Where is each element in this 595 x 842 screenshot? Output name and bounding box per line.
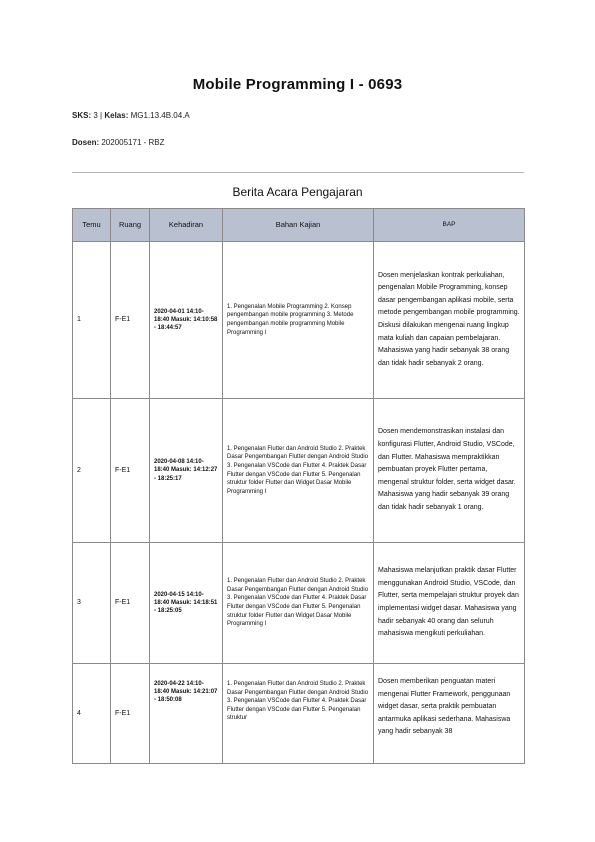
- cell-temu: 3: [73, 543, 111, 664]
- cell-bahan-kajian: 1. Pengenalan Flutter dan Android Studio 2. Praktek Dasar Pengembangan Flutter dengan Android Studio 3. Pengenalan VSCode dan Flutter 4. Praktek Dasar Flutter dengan VSCode dan Flutter 5. Pengenalan struktur folder Flutter dan Widget Dasar Mobile Programming I: [223, 543, 374, 664]
- header-bap: BAP: [374, 209, 525, 242]
- cell-temu: 2: [73, 399, 111, 543]
- cell-kehadiran: 2020-04-08 14:10-18:40 Masuk: 14:12:27 - 18:25:17: [150, 399, 223, 543]
- cell-bahan-kajian: 1. Pengenalan Flutter dan Android Studio 2. Praktek Dasar Pengembangan Flutter dengan Android Studio 3. Pengenalan VSCode dan Flutter 4. Praktek Dasar Flutter dengan VSCode dan Flutter 5. Pengenalan struktur folder Flutter dan Widget Dasar Mobile Programming I: [223, 399, 374, 543]
- cell-ruang: F-E1: [111, 543, 150, 664]
- cell-bap: [374, 664, 525, 764]
- header-ruang: Ruang: [111, 209, 150, 242]
- cell-ruang: F-E1: [111, 664, 150, 764]
- kelas-value: MG1.13.4B.04.A: [130, 111, 190, 120]
- teaching-report-table: [72, 208, 525, 764]
- cell-bap: Mahasiswa melanjutkan praktik dasar Flutter menggunakan Android Studio, VSCode, dan Flutter, serta mempelajari struktur proyek dan implementasi widget dasar. Mahasiswa yang hadir sebanyak 40 orang dan seluruh mahasiswa mengikuti perkuliahan.: [374, 543, 525, 664]
- info-separator: |: [100, 111, 103, 120]
- section-title: Berita Acara Pengajaran: [232, 185, 363, 199]
- table-row: [73, 399, 525, 543]
- page-title: Mobile Programming I - 0693: [192, 76, 403, 93]
- dosen-value: 202005171 - RBZ: [101, 138, 165, 147]
- table-row: [73, 242, 525, 399]
- bahan-kajian-text: 1. Pengenalan Flutter dan Android Studio 2. Praktek Dasar Pengembangan Flutter dengan Android Studio 3. Pengenalan VSCode dan Flutter 4. Praktek Dasar Flutter dengan VSCode dan Flutter 5. Pengenalan struktur: [227, 681, 369, 722]
- lecturer-info: [72, 138, 165, 147]
- cell-ruang: F-E1: [111, 399, 150, 543]
- cell-temu: 4: [73, 664, 111, 764]
- table-row: [73, 664, 525, 764]
- cell-temu: 1: [73, 242, 111, 399]
- sks-value: 3: [93, 111, 98, 120]
- header-temu: Temu: [73, 209, 111, 242]
- header-bahan-kajian: Bahan Kajian: [223, 209, 374, 242]
- course-info: [72, 111, 190, 120]
- header-kehadiran: Kehadiran: [150, 209, 223, 242]
- sks-label: SKS:: [72, 111, 92, 120]
- cell-bahan-kajian: [223, 664, 374, 764]
- table-row: [73, 543, 525, 664]
- section-divider: [72, 172, 524, 173]
- cell-kehadiran: 2020-04-01 14:10-18:40 Masuk: 14:10:58 - 18:44:57: [150, 242, 223, 399]
- cell-ruang: F-E1: [111, 242, 150, 399]
- cell-kehadiran: 2020-04-15 14:10-18:40 Masuk: 14:18:51 - 18:25:05: [150, 543, 223, 664]
- cell-bap: Dosen menjelaskan kontrak perkuliahan, pengenalan Mobile Programming, konsep dasar pengembangan aplikasi mobile, serta metode pengembangan mobile programming. Diskusi dilakukan mengenai ruang lingkup mata kuliah dan capaian pembelajaran. Mahasiswa yang hadir sebanyak 38 orang dan tidak hadir sebanyak 2 orang.: [374, 242, 525, 399]
- table-header-row: [73, 209, 525, 242]
- bap-text: Dosen memberikan penguatan materi mengenai Flutter Framework, penggunaan widget dasar, serta praktik pembuatan antarmuka aplikasi sederhana. Mahasiswa yang hadir sebanyak 38: [378, 678, 511, 736]
- cell-bap: Dosen mendemonstrasikan instalasi dan konfigurasi Flutter, Android Studio, VSCode, dan Flutter. Mahasiswa mempraktikkan pembuatan proyek Flutter pertama, mengenal struktur folder, serta widget dasar. Mahasiswa yang hadir sebanyak 39 orang dan tidak hadir sebanyak 1 orang.: [374, 399, 525, 543]
- cell-bahan-kajian: 1. Pengenalan Mobile Programming 2. Konsep pengembangan mobile programming 3. Metode pengembangan mobile programming Mobile Programming I: [223, 242, 374, 399]
- kelas-label: Kelas:: [104, 111, 129, 120]
- dosen-label: Dosen:: [72, 138, 100, 147]
- cell-kehadiran: 2020-04-22 14:10-18:40 Masuk: 14:21:07 - 18:50:08: [150, 664, 223, 764]
